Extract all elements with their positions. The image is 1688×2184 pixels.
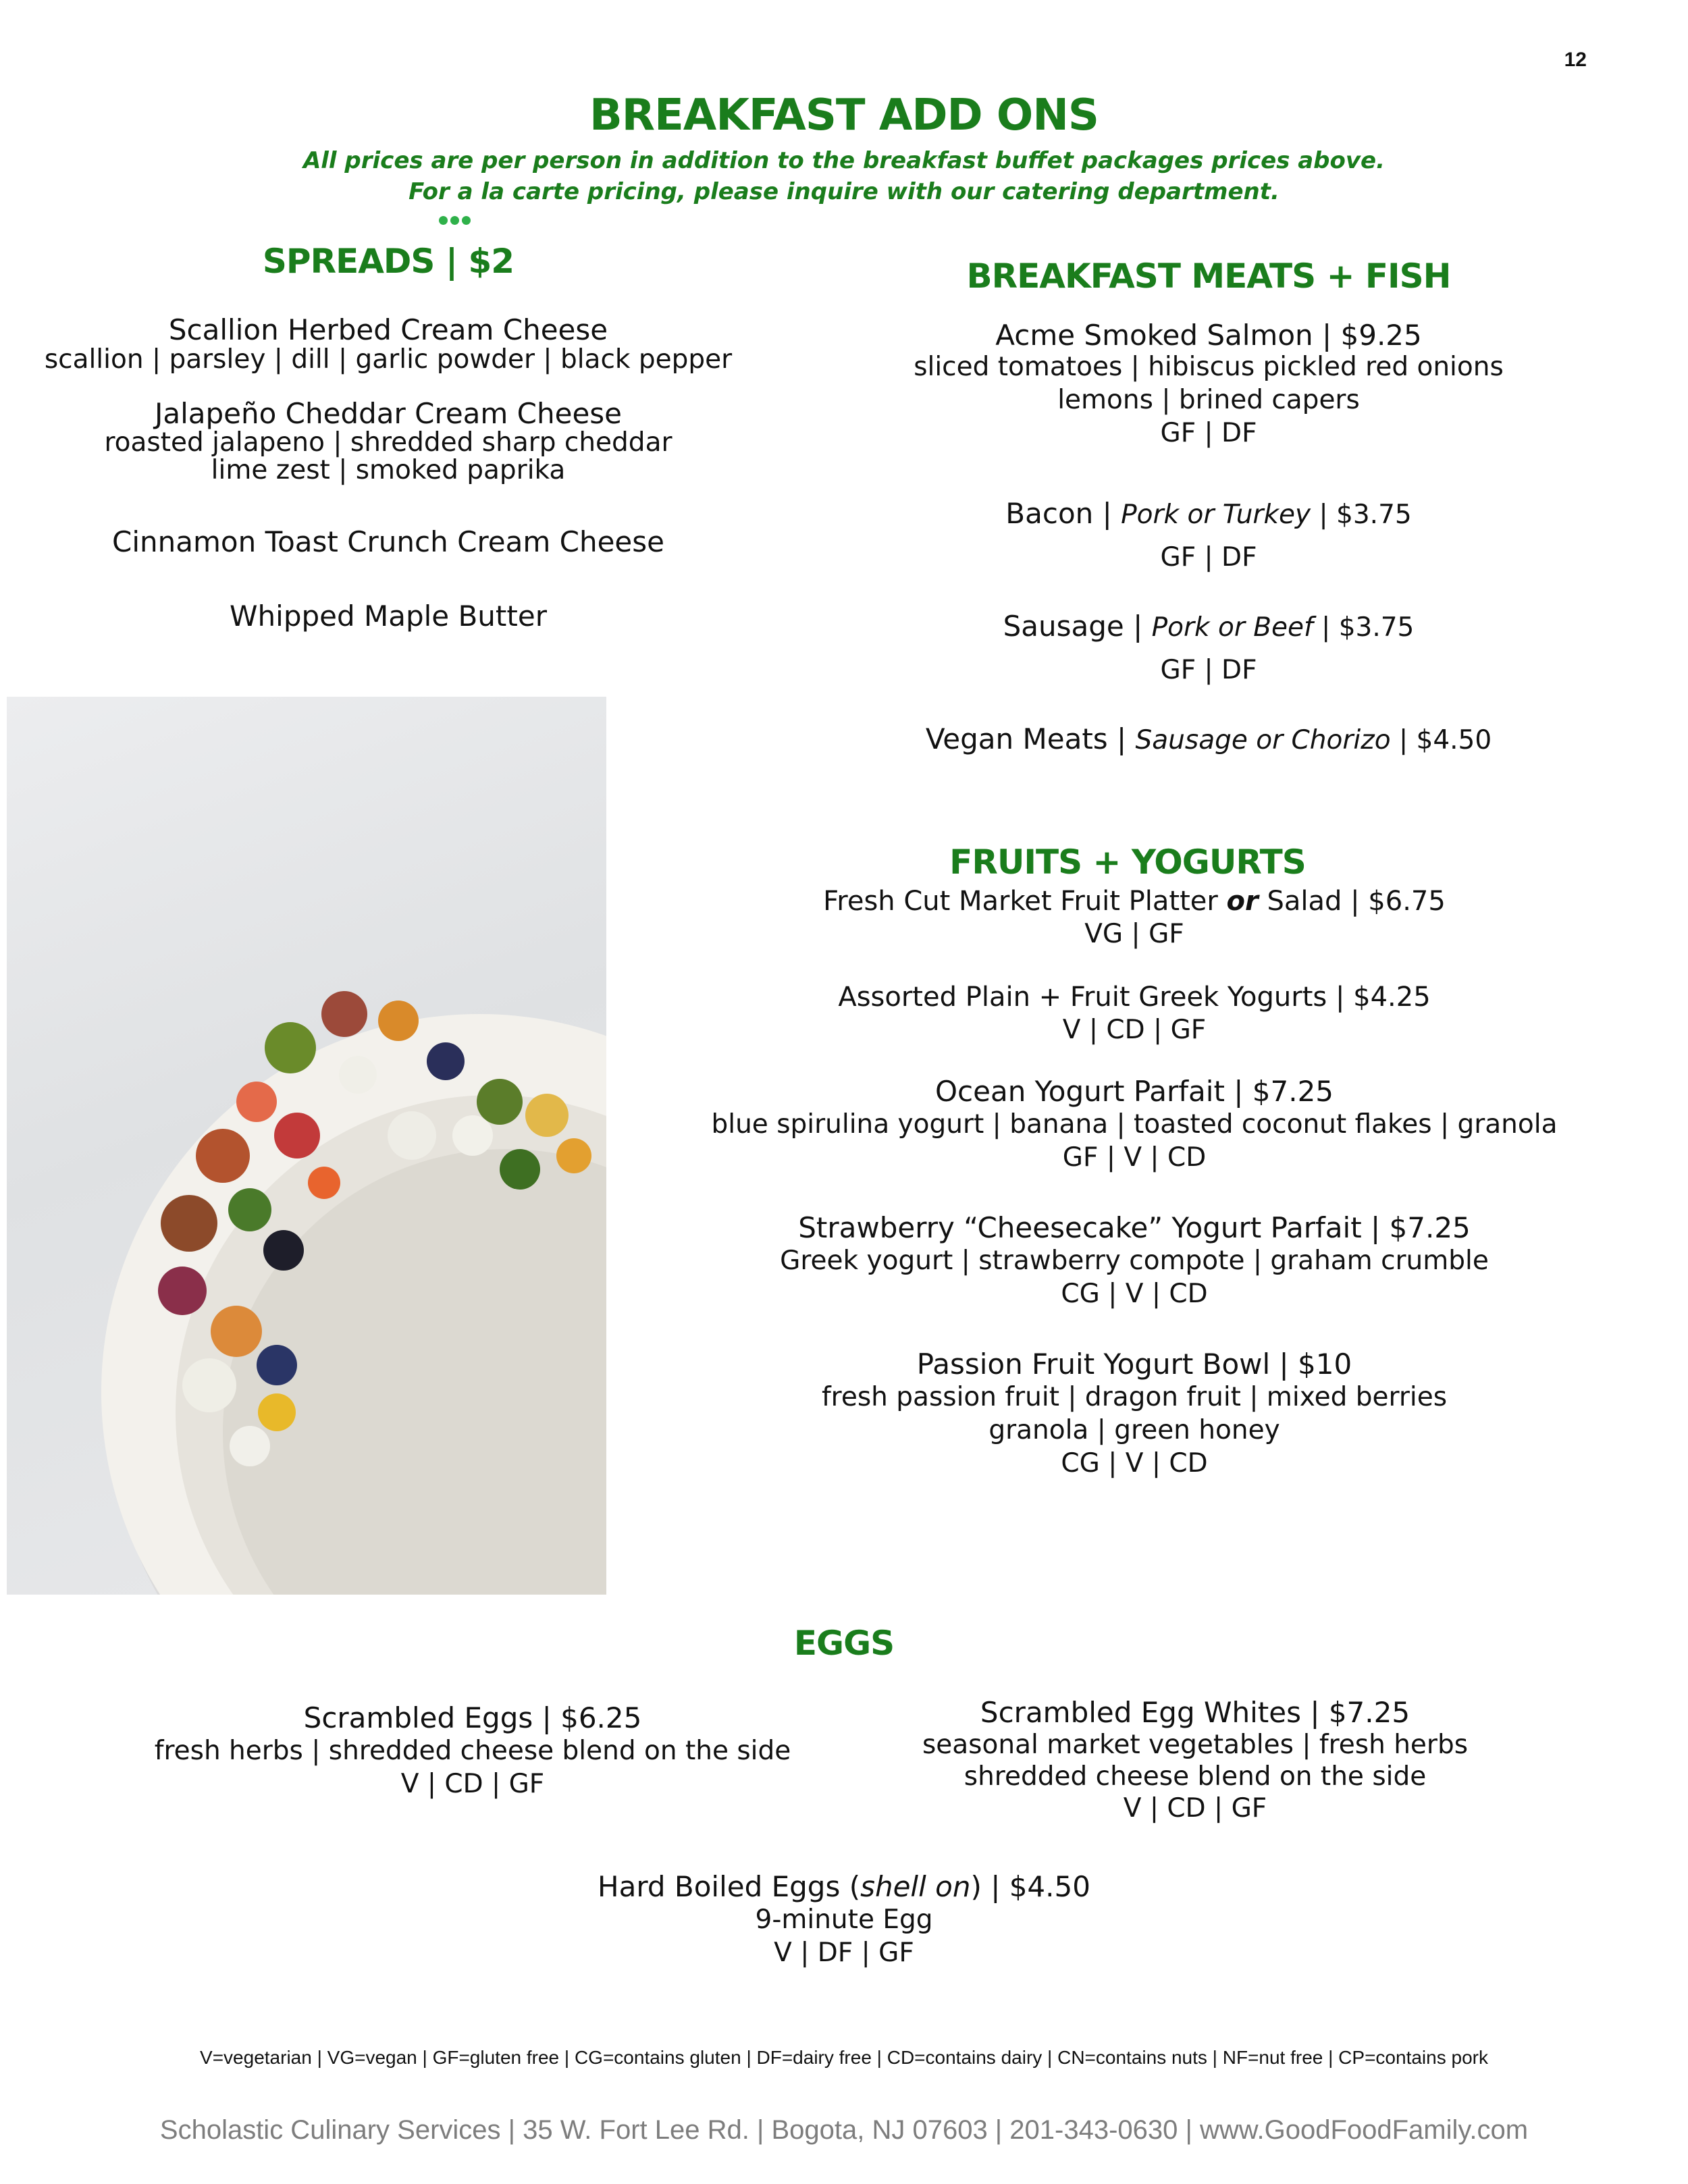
menu-item-egg-whites: [824, 1696, 1566, 1825]
item-desc: fresh passion fruit | dragon fruit | mixed berries: [821, 1382, 1448, 1413]
item-name: Scallion Herbed Cream Cheese: [168, 313, 608, 346]
item-name: Acme Smoked Salmon | $9.25: [995, 319, 1422, 352]
item-name: Passion Fruit Yogurt Bowl | $10: [916, 1348, 1352, 1381]
item-desc: blue spirulina yogurt | banana | toasted coconut flakes | granola: [711, 1109, 1558, 1140]
dietary-legend: V=vegetarian | VG=vegan | GF=gluten free | CG=contains gluten | DF=dairy free | CD=contains dairy | CN=contains nuts | NF=nut free | CP=contains pork: [200, 2047, 1488, 2068]
item-desc: granola | green honey: [988, 1415, 1280, 1446]
item-name: Scrambled Eggs | $6.25: [303, 1701, 642, 1734]
item-name: Jalapeño Cheddar Cream Cheese: [154, 397, 622, 430]
item-tags: V | DF | GF: [774, 1938, 914, 1969]
item-desc: roasted jalapeno | shredded sharp cheddar: [104, 427, 672, 458]
item-tags: GF | DF: [1160, 654, 1257, 685]
menu-item-assorted-yogurts: [695, 980, 1573, 1047]
menu-item-hard-boiled-eggs: [473, 1870, 1215, 1970]
spread-item: [0, 527, 776, 558]
menu-item-vegan-meats: [837, 724, 1580, 755]
spread-item: [0, 315, 776, 375]
item-name: Bacon | Pork or Turkey | $3.75: [1005, 497, 1412, 530]
item-desc: scallion | parsley | dill | garlic powder | black pepper: [44, 344, 733, 375]
menu-item-sausage: [837, 611, 1580, 685]
dot-icon: [439, 216, 448, 225]
item-tags: V | CD | GF: [400, 1769, 545, 1800]
spreads-heading: SPREADS | $2: [262, 242, 515, 281]
item-tags: CG | V | CD: [1061, 1279, 1208, 1310]
spread-item: [0, 398, 776, 485]
menu-item-strawberry-parfait: [695, 1211, 1573, 1311]
item-name: Scrambled Egg Whites | $7.25: [980, 1696, 1410, 1729]
item-desc: shredded cheese blend on the side: [964, 1761, 1427, 1792]
item-desc: sliced tomatoes | hibiscus pickled red onions: [914, 352, 1504, 383]
item-name: Strawberry “Cheesecake” Yogurt Parfait | $7.25: [798, 1211, 1471, 1244]
menu-item-passion-bowl: [695, 1348, 1573, 1481]
menu-item-salmon: [837, 320, 1580, 450]
menu-item-ocean-parfait: [695, 1075, 1573, 1175]
subtitle-line-2: For a la carte pricing, please inquire with our catering department.: [408, 178, 1280, 205]
eggs-heading: EGGS: [793, 1624, 895, 1663]
item-name: Hard Boiled Eggs (shell on) | $4.50: [598, 1870, 1090, 1903]
item-tags: V | CD | GF: [1123, 1792, 1267, 1823]
menu-item-scrambled-eggs: [101, 1701, 844, 1801]
fruits-heading: FRUITS + YOGURTS: [949, 843, 1306, 882]
item-tags: GF | DF: [1160, 541, 1257, 572]
item-tags: GF | V | CD: [1062, 1142, 1207, 1173]
item-name: Whipped Maple Butter: [230, 600, 547, 633]
item-name: Sausage | Pork or Beef | $3.75: [1003, 610, 1415, 643]
item-tags: VG | GF: [1084, 919, 1184, 949]
item-desc: Greek yogurt | strawberry compote | graham crumble: [780, 1246, 1489, 1277]
menu-item-fruit-platter: [695, 884, 1573, 951]
page-number: 12: [1564, 49, 1587, 71]
item-name: Ocean Yogurt Parfait | $7.25: [934, 1075, 1334, 1108]
item-tags: V | CD | GF: [1062, 1015, 1207, 1045]
item-desc: seasonal market vegetables | fresh herbs: [922, 1730, 1469, 1761]
item-name: Fresh Cut Market Fruit Platter or Salad | $6.75: [823, 886, 1446, 917]
item-desc: lime zest | smoked paprika: [211, 455, 566, 486]
footer-contact: Scholastic Culinary Services | 35 W. Fort Lee Rd. | Bogota, NJ 07603 | 201-343-0630 | www.GoodFoodFamily.com: [159, 2115, 1529, 2145]
item-desc: 9-minute Egg: [755, 1905, 933, 1936]
item-name: Assorted Plain + Fruit Greek Yogurts | $4.25: [838, 982, 1431, 1013]
meats-heading: BREAKFAST MEATS + FISH: [966, 257, 1451, 296]
item-desc: fresh herbs | shredded cheese blend on the side: [154, 1736, 791, 1767]
item-tags: GF | DF: [1160, 417, 1257, 448]
item-name: Vegan Meats | Sausage or Chorizo | $4.50: [925, 722, 1492, 755]
decorative-dots: [439, 215, 473, 228]
fruit-bowl-illustration: [7, 697, 606, 1595]
item-name: Cinnamon Toast Crunch Cream Cheese: [112, 525, 664, 558]
fruit-bowl-photo: [7, 697, 606, 1595]
spread-item: [0, 601, 776, 632]
menu-item-bacon: [837, 498, 1580, 572]
subtitle-line-1: All prices are per person in addition to the breakfast buffet packages prices above.: [302, 147, 1386, 174]
item-tags: CG | V | CD: [1061, 1447, 1208, 1479]
item-desc: lemons | brined capers: [1057, 384, 1360, 415]
dot-icon: [462, 216, 471, 225]
page-title: BREAKFAST ADD ONS: [589, 90, 1099, 140]
dot-icon: [450, 216, 459, 225]
